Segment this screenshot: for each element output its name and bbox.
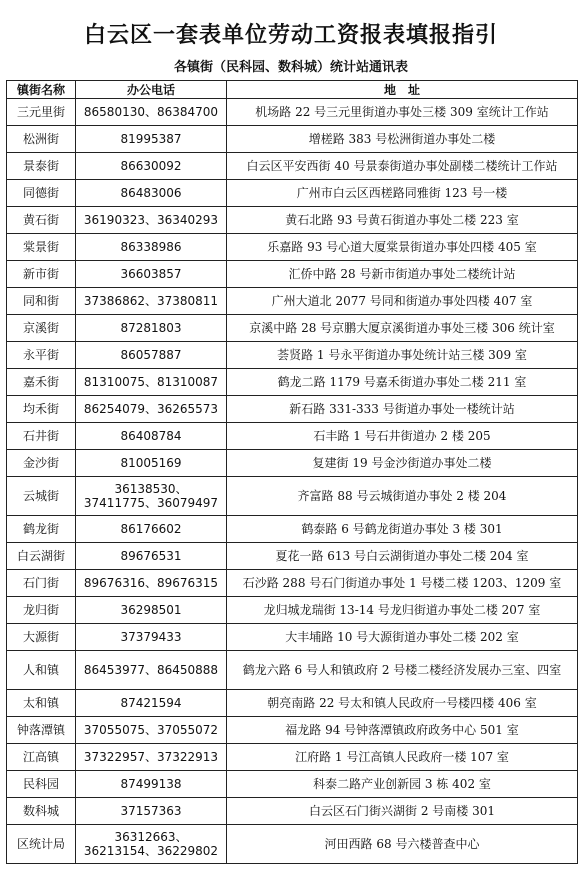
cell-address: 朝亮南路 22 号太和镇人民政府一号楼四楼 406 室 [227, 690, 578, 717]
table-row [7, 423, 578, 450]
cell-address: 白云区平安西街 40 号景泰街道办事处副楼二楼统计工作站 [227, 153, 578, 180]
cell-district-name: 人和镇 [7, 651, 76, 690]
table-row [7, 153, 578, 180]
cell-phone: 36138530、37411775、36079497 [76, 477, 227, 516]
cell-phone: 36603857 [76, 261, 227, 288]
cell-address: 京溪中路 28 号京鹏大厦京溪街道办事处三楼 306 统计室 [227, 315, 578, 342]
cell-district-name: 同德街 [7, 180, 76, 207]
table-row [7, 543, 578, 570]
table-row [7, 261, 578, 288]
cell-address: 新石路 331-333 号街道办事处一楼统计站 [227, 396, 578, 423]
cell-address: 复建街 19 号金沙街道办事处二楼 [227, 450, 578, 477]
cell-address: 汇侨中路 28 号新市街道办事处二楼统计站 [227, 261, 578, 288]
table-row [7, 771, 578, 798]
header-address: 地 址 [227, 81, 578, 99]
table-row [7, 234, 578, 261]
contact-table [6, 80, 578, 864]
cell-address: 黄石北路 93 号黄石街道办事处二楼 223 室 [227, 207, 578, 234]
page-title: 白云区一套表单位劳动工资报表填报指引 [83, 23, 498, 48]
cell-phone: 81005169 [76, 450, 227, 477]
table-row [7, 180, 578, 207]
cell-district-name: 太和镇 [7, 690, 76, 717]
cell-address: 齐富路 88 号云城街道办事处 2 楼 204 [227, 477, 578, 516]
cell-district-name: 三元里街 [7, 99, 76, 126]
cell-district-name: 棠景街 [7, 234, 76, 261]
table-row [7, 744, 578, 771]
table-row [7, 342, 578, 369]
cell-phone: 86483006 [76, 180, 227, 207]
table-row [7, 450, 578, 477]
cell-phone: 81310075、81310087 [76, 369, 227, 396]
cell-phone: 36190323、36340293 [76, 207, 227, 234]
cell-address: 广州市白云区西槎路同雅街 123 号一楼 [227, 180, 578, 207]
table-row [7, 825, 578, 864]
cell-district-name: 黄石街 [7, 207, 76, 234]
cell-phone: 86176602 [76, 516, 227, 543]
table-row [7, 396, 578, 423]
cell-phone: 37379433 [76, 624, 227, 651]
header-name: 镇街名称 [7, 81, 76, 99]
cell-district-name: 白云湖街 [7, 543, 76, 570]
table-row [7, 369, 578, 396]
cell-phone: 87421594 [76, 690, 227, 717]
cell-address: 福龙路 94 号钟落潭镇政府政务中心 501 室 [227, 717, 578, 744]
table-row [7, 288, 578, 315]
cell-phone: 36298501 [76, 597, 227, 624]
cell-phone: 86254079、36265573 [76, 396, 227, 423]
cell-phone: 86338986 [76, 234, 227, 261]
cell-phone: 89676316、89676315 [76, 570, 227, 597]
cell-address: 机场路 22 号三元里街道办事处三楼 309 室统计工作站 [227, 99, 578, 126]
table-row [7, 315, 578, 342]
page-subtitle: 各镇街（民科园、数科城）统计站通讯表 [173, 60, 408, 75]
cell-address: 乐嘉路 93 号心道大厦棠景街道办事处四楼 405 室 [227, 234, 578, 261]
cell-address: 石沙路 288 号石门街道办事处 1 号楼二楼 1203、1209 室 [227, 570, 578, 597]
cell-phone: 89676531 [76, 543, 227, 570]
cell-phone: 87281803 [76, 315, 227, 342]
table-header-row [7, 81, 578, 99]
cell-phone: 86580130、86384700 [76, 99, 227, 126]
table-row [7, 207, 578, 234]
cell-phone: 36312663、36213154、36229802 [76, 825, 227, 864]
table-row [7, 798, 578, 825]
cell-address: 白云区石门街兴湖街 2 号南楼 301 [227, 798, 578, 825]
table-body [7, 99, 578, 864]
cell-address: 江府路 1 号江高镇人民政府一楼 107 室 [227, 744, 578, 771]
cell-address: 增槎路 383 号松洲街道办事处二楼 [227, 126, 578, 153]
cell-address: 广州大道北 2077 号同和街道办事处四楼 407 室 [227, 288, 578, 315]
table-row [7, 516, 578, 543]
cell-address: 鹤龙六路 6 号人和镇政府 2 号楼二楼经济发展办三室、四室 [227, 651, 578, 690]
cell-district-name: 数科城 [7, 798, 76, 825]
cell-district-name: 永平街 [7, 342, 76, 369]
table-row [7, 99, 578, 126]
cell-district-name: 区统计局 [7, 825, 76, 864]
table-row [7, 477, 578, 516]
cell-district-name: 同和街 [7, 288, 76, 315]
cell-district-name: 松洲街 [7, 126, 76, 153]
cell-district-name: 石井街 [7, 423, 76, 450]
cell-phone: 37157363 [76, 798, 227, 825]
cell-address: 夏花一路 613 号白云湖街道办事处二楼 204 室 [227, 543, 578, 570]
cell-address: 科泰二路产业创新园 3 栋 402 室 [227, 771, 578, 798]
cell-address: 龙归城龙瑞街 13-14 号龙归街道办事处二楼 207 室 [227, 597, 578, 624]
cell-district-name: 金沙街 [7, 450, 76, 477]
cell-district-name: 京溪街 [7, 315, 76, 342]
cell-address: 鹤龙二路 1179 号嘉禾街道办事处二楼 211 室 [227, 369, 578, 396]
cell-phone: 86057887 [76, 342, 227, 369]
cell-district-name: 龙归街 [7, 597, 76, 624]
cell-district-name: 钟落潭镇 [7, 717, 76, 744]
cell-address: 鹤泰路 6 号鹤龙街道办事处 3 楼 301 [227, 516, 578, 543]
cell-phone: 87499138 [76, 771, 227, 798]
table-row [7, 624, 578, 651]
cell-district-name: 民科园 [7, 771, 76, 798]
table-row [7, 690, 578, 717]
table-row [7, 126, 578, 153]
cell-district-name: 新市街 [7, 261, 76, 288]
cell-phone: 37322957、37322913 [76, 744, 227, 771]
cell-district-name: 嘉禾街 [7, 369, 76, 396]
cell-phone: 86453977、86450888 [76, 651, 227, 690]
table-row [7, 651, 578, 690]
cell-phone: 81995387 [76, 126, 227, 153]
cell-district-name: 云城街 [7, 477, 76, 516]
table-row [7, 570, 578, 597]
table-row [7, 717, 578, 744]
cell-district-name: 石门街 [7, 570, 76, 597]
cell-address: 河田西路 68 号六楼普查中心 [227, 825, 578, 864]
cell-address: 大丰埔路 10 号大源街道办事处二楼 202 室 [227, 624, 578, 651]
cell-phone: 37386862、37380811 [76, 288, 227, 315]
cell-phone: 86408784 [76, 423, 227, 450]
cell-district-name: 鹤龙街 [7, 516, 76, 543]
cell-district-name: 景泰街 [7, 153, 76, 180]
cell-district-name: 大源街 [7, 624, 76, 651]
cell-phone: 37055075、37055072 [76, 717, 227, 744]
table-row [7, 597, 578, 624]
header-phone: 办公电话 [76, 81, 227, 99]
cell-address: 荟贤路 1 号永平街道办事处统计站三楼 309 室 [227, 342, 578, 369]
cell-phone: 86630092 [76, 153, 227, 180]
cell-district-name: 江高镇 [7, 744, 76, 771]
cell-district-name: 均禾街 [7, 396, 76, 423]
cell-address: 石丰路 1 号石井街道办 2 楼 205 [227, 423, 578, 450]
